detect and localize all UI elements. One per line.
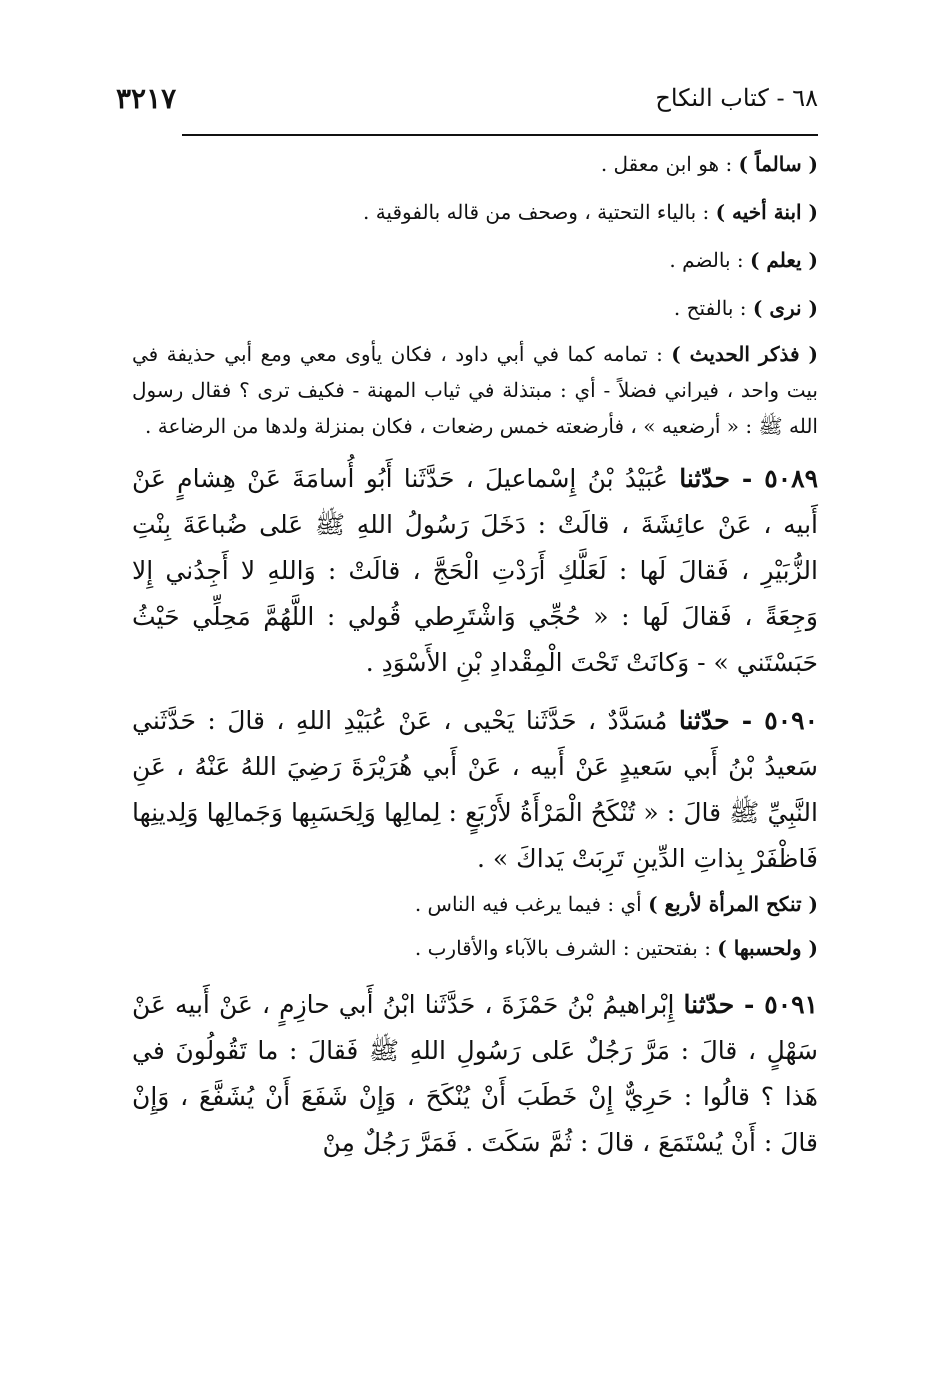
note-text: : بفتحتين : الشرف بالآباء والأقارب . xyxy=(414,936,718,960)
footnote-tunkah xyxy=(132,882,818,926)
footnote-ibnat-akhih xyxy=(132,188,818,236)
hadith-number: ٥٠٨٩ xyxy=(764,464,818,493)
note-text: : بالياء التحتية ، وصحف من قاله بالفوقية . xyxy=(362,200,716,224)
note-term: ( فذكر الحديث ) xyxy=(671,342,818,366)
note-text: : بالضم . xyxy=(669,248,750,272)
note-term: ( ولحسبها ) xyxy=(717,936,818,960)
note-term: ( تنكح المرأة لأربع ) xyxy=(648,892,818,916)
hadith-number: ٥٠٩١ xyxy=(764,990,818,1019)
footnote-salim xyxy=(132,140,818,188)
hadith-keyword: حدّثنا xyxy=(678,706,730,735)
note-text: أي : فيما يرغب فيه الناس . xyxy=(414,892,649,916)
hadith-5089: ٥٠٨٩ - حدّثنا عُبَيْدُ بْنُ إِسْماعيلَ ، حَدَّثَنا أَبُو أُسامَةَ عَنْ هِشامٍ عَنْ أَبيه ، عَنْ عائِشَةَ ، قالَتْ : دَخَلَ رَسُولُ اللهِ ﷺ عَلى ضُباعَةَ بِنْتِ الزُّبَيْرِ ، فَقالَ لَها : لَعَلَّكِ أَرَدْتِ الْحَجَّ ، قالَتْ : وَاللهِ لا أَجِدُني إِلا وَجِعَةً ، فَقالَ لَها : « حُجِّي وَاشْتَرِطي قُولي : اللَّهُمَّ مَحِلِّي حَيْثُ حَبَسْتَني » - وَكانَتْ تَحْتَ الْمِقْدادِ بْنِ الأَسْوَدِ . xyxy=(132,464,818,677)
note-term: ( ابنة أخيه ) xyxy=(715,200,818,224)
hadith-text: إِبْراهيمُ بْنُ حَمْزَةَ ، حَدَّثَنا ابْنُ أَبي حازِمٍ ، عَنْ أَبيه عَنْ سَهْلٍ ، قالَ : مَرَّ رَجُلٌ عَلى رَسُولِ اللهِ ﷺ فَقالَ : ما تَقُولُونَ في هَذا ؟ قالُوا : حَرِيٌّ إِنْ خَطَبَ أَنْ يُنْكَحَ ، وَإِنْ شَفَعَ أَنْ يُشَفَّعَ ، وَإِنْ قالَ : أَنْ يُسْتَمَعَ ، قالَ : ثُمَّ سَكَتَ . فَمَرَّ رَجُلٌ مِنْ xyxy=(132,990,818,1157)
running-header xyxy=(116,84,818,124)
hadith-5091: ٥٠٩١ - حدّثنا إِبْراهيمُ بْنُ حَمْزَةَ ، حَدَّثَنا ابْنُ أَبي حازِمٍ ، عَنْ أَبيه عَنْ سَهْلٍ ، قالَ : مَرَّ رَجُلٌ عَلى رَسُولِ اللهِ ﷺ فَقالَ : ما تَقُولُونَ في هَذا ؟ قالُوا : حَرِيٌّ إِنْ خَطَبَ أَنْ يُنْكَحَ ، وَإِنْ شَفَعَ أَنْ يُشَفَّعَ ، وَإِنْ قالَ : أَنْ يُسْتَمَعَ ، قالَ : ثُمَّ سَكَتَ . فَمَرَّ رَجُلٌ مِنْ xyxy=(132,990,818,1157)
page-content xyxy=(132,140,818,1166)
hadith-text: عُبَيْدُ بْنُ إِسْماعيلَ ، حَدَّثَنا أَبُو أُسامَةَ عَنْ هِشامٍ عَنْ أَبيه ، عَنْ عائِشَةَ ، قالَتْ : دَخَلَ رَسُولُ اللهِ ﷺ عَلى ضُباعَةَ بِنْتِ الزُّبَيْرِ ، فَقالَ لَها : لَعَلَّكِ أَرَدْتِ الْحَجَّ ، قالَتْ : وَاللهِ لا أَجِدُني إِلا وَجِعَةً ، فَقالَ لَها : « حُجِّي وَاشْتَرِطي قُولي : اللَّهُمَّ مَحِلِّي حَيْثُ حَبَسْتَني » - وَكانَتْ تَحْتَ الْمِقْدادِ بْنِ الأَسْوَدِ . xyxy=(132,464,818,677)
hadith-text: مُسَدَّدٌ ، حَدَّثَنا يَحْيى ، عَنْ عُبَيْدِ اللهِ ، قالَ : حَدَّثَني سَعيدُ بْنُ أَبي سَعيدٍ عَنْ أَبيه ، عَنْ أَبي هُرَيْرَةَ رَضِيَ اللهُ عَنْهُ ، عَنِ النَّبِيِّ ﷺ قالَ : « تُنْكَحُ الْمَرْأَةُ لأَرْبَعٍ : لِمالِها وَلِحَسَبِها وَجَمالِها وَلِدينِها فَاظْفَرْ بِذاتِ الدِّينِ تَرِبَتْ يَداكَ » . xyxy=(132,706,818,873)
footnote-yalam xyxy=(132,236,818,284)
note-term: ( نرى ) xyxy=(752,296,818,320)
note-text: : هو ابن معقل . xyxy=(600,152,739,176)
page-number: ٣٢١٧ xyxy=(116,82,177,115)
footnote-hadith-mention xyxy=(132,336,818,444)
chapter-title: ٦٨ - كتاب النكاح xyxy=(655,84,818,112)
hadith-5090: ٥٠٩٠ - حدّثنا مُسَدَّدٌ ، حَدَّثَنا يَحْيى ، عَنْ عُبَيْدِ اللهِ ، قالَ : حَدَّثَني سَعيدُ بْنُ أَبي سَعيدٍ عَنْ أَبيه ، عَنْ أَبي هُرَيْرَةَ رَضِيَ اللهُ عَنْهُ ، عَنِ النَّبِيِّ ﷺ قالَ : « تُنْكَحُ الْمَرْأَةُ لأَرْبَعٍ : لِمالِها وَلِحَسَبِها وَجَمالِها وَلِدينِها فَاظْفَرْ بِذاتِ الدِّينِ تَرِبَتْ يَداكَ » . xyxy=(132,706,818,873)
hadith-keyword: حدّثنا xyxy=(679,464,730,493)
note-term: ( سالماً ) xyxy=(738,152,818,176)
footnote-hasabiha xyxy=(132,926,818,970)
note-text: : بالفتح . xyxy=(673,296,753,320)
hadith-number: ٥٠٩٠ xyxy=(764,706,818,735)
hadith-keyword: حدّثنا xyxy=(683,990,735,1019)
note-term: ( يعلم ) xyxy=(750,248,818,272)
footnote-nara xyxy=(132,284,818,332)
note-text: : تمامه كما في أبي داود ، فكان يأوى معي ومع أبي حذيفة في بيت واحد ، فيراني فضلاً - أي : مبتذلة في ثياب المهنة - فكيف ترى ؟ فقال رسول الله ﷺ : « أرضعيه » ، فأرضعته خمس رضعات ، فكان بمنزلة ولدها من الرضاعة . xyxy=(132,342,818,438)
header-rule xyxy=(182,134,818,136)
